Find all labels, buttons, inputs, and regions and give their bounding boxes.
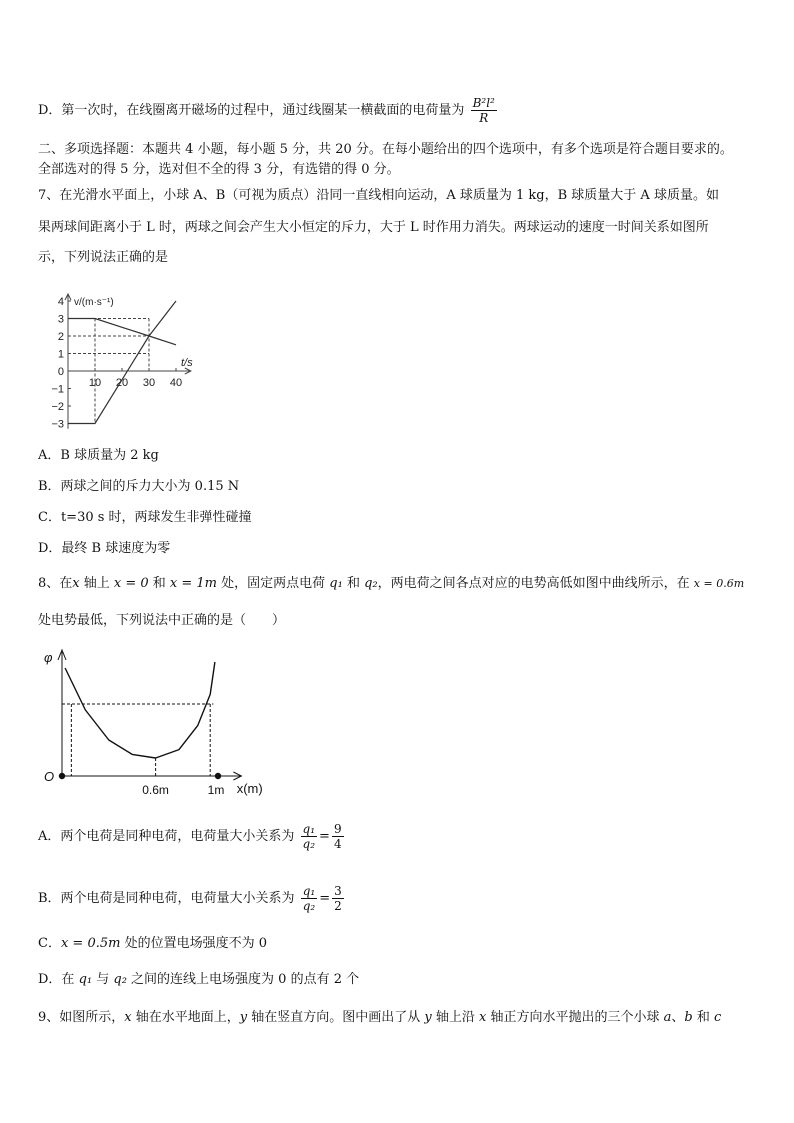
- charge-dot-q2: [215, 773, 221, 779]
- y-tick-label: −2: [51, 401, 64, 413]
- q8-option-d-text: 之间的连线上电场强度为 0 的点有 2 个: [126, 972, 360, 987]
- var-q2: q₂: [113, 972, 127, 987]
- section2-line1: 二、多项选择题：本题共 4 小题，每小题 5 分，共 20 分。在每小题给出的四个选项中，有多个选项是符合题目要求的。: [38, 142, 733, 157]
- var-x: x: [124, 1010, 132, 1025]
- origin-label: O: [44, 769, 55, 784]
- q8-stem-text: 处，固定两点电荷: [217, 576, 330, 591]
- y-tick-label: 1: [57, 348, 64, 361]
- q9-stem-text: 和: [692, 1010, 714, 1025]
- x-tick-label: 30: [142, 377, 156, 389]
- potential-curve: [65, 662, 215, 758]
- fraction-numerator: B²l²: [472, 96, 495, 110]
- q8-option-d-text: 与: [92, 972, 114, 987]
- potential-position-chart: [38, 646, 288, 801]
- q8-stem-text: ，两电荷之间各点对应的电势高低如图中曲线所示，在: [377, 576, 694, 591]
- x-tick-label: 10: [88, 377, 102, 389]
- q9-stem-text: 轴正方向水平抛出的三个小球: [486, 1010, 664, 1025]
- q9-stem-text: 轴上沿: [431, 1010, 480, 1025]
- q8-option-c-text: 处的位置电场强度不为 0: [120, 936, 267, 951]
- var-q1: q₁: [78, 972, 93, 987]
- q9-stem-text: 9、如图所示，: [38, 1010, 125, 1025]
- expr-x0: x = 0: [113, 576, 149, 591]
- q9-stem-text: 轴在水平地面上，: [131, 1010, 240, 1025]
- var-q1: q₁: [329, 576, 343, 591]
- var-x: x: [72, 576, 80, 591]
- fraction-denominator: R: [479, 111, 489, 125]
- q8-stem-2: 处电势最低，下列说法中正确的是（ ）: [38, 613, 286, 628]
- var-y: y: [239, 1010, 248, 1025]
- q7-stem-1: 7、在光滑水平面上，小球 A、B（可视为质点）沿同一直线相向运动，A 球质量为 1 kg，B 球质量大于 A 球质量。如: [38, 188, 719, 203]
- x-tick-label: 0.6m: [142, 783, 169, 797]
- y-tick-label: 3: [57, 313, 64, 326]
- expr-x06: x = 0.6m: [693, 577, 745, 590]
- velocity-time-chart: [38, 282, 208, 432]
- q8-stem-text: 和: [342, 576, 365, 591]
- q7-stem-2: 果两球间距离小于 L 时，两球之间会产生大小恒定的斥力，大于 L 时作用力消失。两球运动的速度一时间关系如图所: [38, 220, 709, 235]
- y-axis-label: v/(m·s⁻¹): [74, 297, 114, 308]
- var-x: x: [479, 1010, 487, 1025]
- q8-stem-1: [38, 574, 744, 594]
- q7-stem-3: 示，下列说法正确的是: [38, 250, 169, 265]
- x-tick-label: 40: [169, 377, 183, 389]
- expr-x05: x = 0.5m: [60, 936, 121, 951]
- q8-stem-text: 轴上: [79, 576, 114, 591]
- y-tick-label: 0: [57, 366, 64, 378]
- q8-stem-text: 和: [148, 576, 170, 591]
- q7-option-b: B．两球之间的斥力大小为 0.15 N: [38, 479, 240, 494]
- fraction-value: [332, 884, 344, 913]
- fraction-numerator: 9: [333, 822, 342, 836]
- x-axis-label: x(m): [236, 781, 263, 796]
- charge-dot-q1: [59, 773, 65, 779]
- q9-stem-text: 、: [671, 1010, 685, 1025]
- fraction-denominator: q₂: [302, 837, 316, 851]
- x-axis-label: t/s: [180, 357, 193, 369]
- q7-option-c: C．t=30 s 时，两球发生非弹性碰撞: [38, 510, 252, 525]
- q9-stem-text: 轴在竖直方向。图中画出了从: [247, 1010, 425, 1025]
- fraction-value: [332, 822, 344, 851]
- series-line-2: [68, 301, 176, 424]
- q6-option-d-fraction: [471, 96, 497, 125]
- var-c: c: [714, 1010, 722, 1025]
- q8-option-d: [38, 970, 359, 990]
- q7-option-d: D．最终 B 球速度为零: [38, 541, 171, 556]
- y-tick-label: 2: [57, 331, 64, 343]
- q6-option-d-text: D．第一次时，在线圈离开磁场的过程中，通过线圈某一横截面的电荷量为: [38, 103, 465, 118]
- fraction-denominator: 2: [334, 899, 342, 913]
- fraction-denominator: q₂: [302, 899, 316, 913]
- q8-option-d-label: D．在: [38, 972, 79, 987]
- q6-option-d: [38, 96, 499, 125]
- expr-x1: x = 1m: [169, 576, 218, 591]
- y-tick-label: −3: [51, 418, 64, 431]
- q7-option-a: A．B 球质量为 2 kg: [38, 448, 159, 463]
- y-axis-label: φ: [44, 650, 53, 665]
- fraction-numerator: q₁: [302, 884, 316, 898]
- var-q2: q₂: [364, 576, 378, 591]
- y-tick-label: −1: [51, 383, 64, 396]
- fraction-q1-q2: [301, 822, 318, 851]
- q8-option-c-label: C．: [38, 936, 61, 951]
- q9-stem: [38, 1008, 721, 1028]
- var-a: a: [663, 1010, 672, 1025]
- fraction-numerator: 3: [334, 884, 342, 898]
- q8-option-a: A．两个电荷是同种电荷，电荷量大小关系为 $\frac{\text{q₁}}{\text{q₂}}$ = $\frac{9}{4}$: [38, 822, 342, 851]
- var-b: b: [684, 1010, 693, 1025]
- section2-line2: 全部选对的得 5 分，选对但不全的得 3 分，有选错的得 0 分。: [38, 162, 400, 177]
- var-y: y: [424, 1010, 432, 1025]
- x-tick-label: 1m: [207, 783, 225, 797]
- q8-stem-text: 8、在: [38, 576, 73, 591]
- q8-option-b: B．两个电荷是同种电荷，电荷量大小关系为 $\frac{\text{q₁}}{\text{q₂}}$ = $\frac{3}{2}$: [38, 884, 342, 913]
- fraction-numerator: q₁: [302, 822, 316, 836]
- x-tick-label: 20: [115, 377, 129, 389]
- y-tick-label: 4: [57, 296, 64, 308]
- fraction-q1-q2: [301, 884, 318, 913]
- fraction-denominator: 4: [333, 837, 342, 851]
- q8-option-b-text: B．两个电荷是同种电荷，电荷量大小关系为: [38, 891, 295, 906]
- q8-option-c: [38, 934, 267, 954]
- q8-option-a-text: A．两个电荷是同种电荷，电荷量大小关系为: [38, 829, 295, 844]
